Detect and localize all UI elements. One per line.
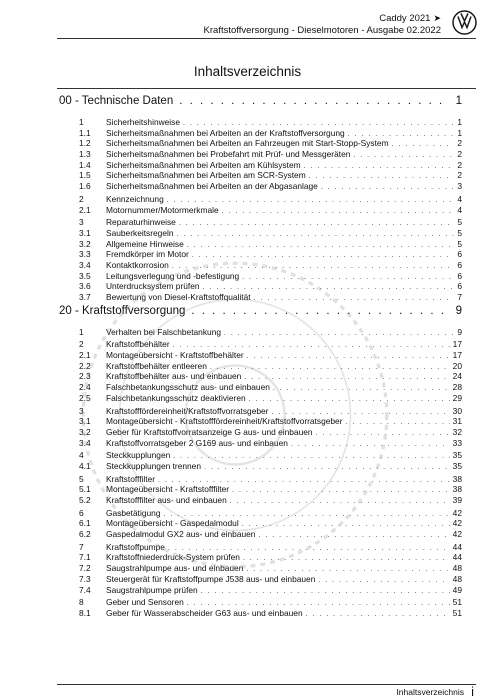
entry-number: 2.1	[79, 350, 91, 361]
entry-page: 20	[452, 360, 462, 371]
toc-entry[interactable]	[59, 160, 462, 171]
toc-entry[interactable]	[59, 249, 462, 260]
entry-number: 7.2	[79, 563, 91, 574]
section-title: Verhalten bei Falschbetankung	[106, 326, 222, 337]
toc-section[interactable]	[59, 474, 462, 485]
section-page: 1	[457, 117, 462, 127]
entry-title: Kontaktkorrosion	[106, 259, 169, 270]
toc-entry[interactable]	[59, 574, 462, 585]
entry-page: 2	[457, 159, 462, 170]
toc-entry[interactable]	[59, 427, 462, 438]
entry-number: 3.1	[79, 416, 91, 427]
toc-section[interactable]	[59, 117, 462, 128]
section-number: 1	[79, 117, 84, 127]
dot-leader	[249, 395, 450, 406]
entry-page: 5	[457, 238, 462, 249]
entry-number: 6.1	[79, 518, 91, 529]
section-page: 44	[452, 541, 462, 552]
section-number: 2	[79, 339, 84, 350]
entry-title: Saugstrahlpumpe prüfen	[106, 584, 198, 595]
entry-number: 3.7	[79, 292, 91, 302]
dot-leader	[392, 140, 455, 151]
entry-number: 7.3	[79, 573, 91, 584]
entry-number: 3.6	[79, 281, 91, 292]
section-number: 1	[79, 326, 84, 337]
entry-number: 1.1	[79, 127, 91, 138]
entry-number: 8.1	[79, 607, 91, 618]
section-number: 2	[79, 193, 84, 204]
toc-entry[interactable]	[59, 281, 462, 292]
section-page: 5	[457, 217, 462, 228]
chapter-page: 1	[455, 95, 462, 107]
dot-leader	[304, 162, 455, 173]
entry-number: 2.2	[79, 360, 91, 371]
entry-title: Falschbetankungsschutz aus- und einbauen	[106, 382, 270, 393]
section-title: Reparaturhinweise	[106, 217, 176, 228]
arrow-right-icon: ➤	[433, 13, 441, 23]
dot-leader	[254, 294, 455, 305]
entry-page: 2	[457, 170, 462, 181]
entry-number: 4.1	[79, 460, 91, 471]
entry-page: 4	[457, 204, 462, 215]
entry-number: 7.1	[79, 552, 91, 563]
toc-section[interactable]	[59, 327, 462, 338]
entry-page: 6	[457, 281, 462, 292]
entry-title: Fremdkörper im Motor	[106, 249, 189, 260]
section-number: 7	[79, 541, 84, 552]
entry-number: 3.3	[79, 249, 91, 260]
entry-title: Motornummer/Motormerkmale	[106, 204, 219, 215]
entry-page: 32	[452, 426, 462, 437]
dot-leader	[201, 587, 450, 598]
dot-leader	[353, 151, 454, 162]
footer-divider	[57, 684, 476, 685]
entry-title: Montageübersicht - Gaspedalmodul	[106, 518, 239, 529]
entry-title: Montageübersicht - Kraftstofffilter	[106, 484, 230, 495]
entry-page: 51	[452, 607, 462, 618]
entry-title: Kraftstofffilter aus- und einbauen	[106, 495, 227, 505]
section-number: 6	[79, 507, 84, 518]
entry-page: 2	[457, 149, 462, 160]
toc-entry[interactable]	[59, 292, 462, 303]
dot-leader	[316, 429, 450, 440]
entry-title: Falschbetankungsschutz deaktivieren	[106, 392, 246, 403]
entry-title: Kraftstoffniederdruck-System prüfen	[106, 552, 240, 563]
entry-number: 1.4	[79, 159, 91, 170]
entry-page: 39	[452, 495, 462, 505]
entry-number: 2.4	[79, 382, 91, 393]
dot-leader	[258, 531, 449, 542]
dot-leader	[243, 554, 450, 565]
entry-title: Geber für Kraftstoffvorratsanzeige G aus- und einbauen	[106, 426, 313, 437]
entry-page: 28	[452, 382, 462, 393]
page-title: Inhaltsverzeichnis	[193, 64, 302, 79]
section-number: 3	[79, 217, 84, 228]
entry-number: 1.3	[79, 149, 91, 160]
entry-page: 38	[452, 484, 462, 495]
toc-entry[interactable]	[59, 416, 462, 427]
entry-number: 3.4	[79, 437, 91, 448]
toc-chapter[interactable]	[59, 305, 462, 325]
entry-title: Saugstrahlpumpe aus- und einbauen	[106, 563, 244, 574]
entry-title: Bewertung von Diesel-Kraftstoffqualität	[106, 292, 251, 302]
entry-page: 33	[452, 437, 462, 448]
entry-page: 48	[452, 563, 462, 574]
entry-title: Kraftstoffvorratsgeber 2 G169 aus- und einbauen	[106, 437, 288, 448]
entry-page: 44	[452, 552, 462, 563]
header-divider	[57, 38, 476, 39]
toc-entry[interactable]	[59, 149, 462, 160]
entry-page: 1	[457, 127, 462, 138]
entry-title: Montageübersicht - Kraftstoffbehälter	[106, 350, 244, 361]
section-title: Kraftstoffpumpe	[106, 541, 165, 552]
dot-leader	[173, 452, 449, 463]
dot-leader	[179, 95, 449, 107]
section-page: 35	[452, 450, 462, 461]
entry-number: 2.5	[79, 392, 91, 403]
entry-number: 3.5	[79, 270, 91, 281]
entry-title: Sauberkeitsregeln	[106, 227, 174, 238]
entry-title: Allgemeine Hinweise	[106, 238, 184, 249]
dot-leader	[273, 384, 450, 395]
header-subtitle: Kraftstoffversorgung - Dieselmotoren - Ausgabe 02.2022	[203, 25, 441, 36]
dot-leader	[192, 251, 454, 262]
toc-entry[interactable]	[59, 393, 462, 404]
toc-section[interactable]	[59, 597, 462, 608]
dot-leader	[244, 373, 449, 384]
toc-entry[interactable]	[59, 382, 462, 393]
dot-leader	[242, 520, 450, 531]
dot-leader	[230, 497, 450, 508]
toc-entry[interactable]	[59, 128, 462, 139]
dot-leader	[346, 418, 450, 429]
entry-title: Sicherheitsmaßnahmen bei Arbeiten an der Abgasanlage	[106, 181, 318, 192]
entry-title: Sicherheitsmaßnahmen bei Probefahrt mit Prüf- und Messgeräten	[106, 149, 351, 160]
section-page: 17	[452, 339, 462, 350]
toc-entry[interactable]	[59, 260, 462, 271]
section-page: 4	[457, 193, 462, 204]
section-title: Steckkupplungen	[106, 450, 171, 461]
toc-entry[interactable]	[59, 271, 462, 282]
section-number: 8	[79, 597, 84, 608]
entry-number: 3.2	[79, 426, 91, 437]
toc-entry[interactable]	[59, 518, 462, 529]
dot-leader	[191, 305, 449, 317]
dot-leader	[247, 352, 450, 363]
toc-section[interactable]	[59, 542, 462, 553]
entry-page: 5	[457, 227, 462, 238]
toc-entry[interactable]	[59, 228, 462, 239]
section-title: Sicherheitshinweise	[106, 117, 181, 127]
section-title: Gasbetätigung	[106, 507, 161, 518]
section-title: Kraftstofffilter	[106, 473, 156, 484]
entry-page: 6	[457, 259, 462, 270]
dot-leader	[321, 183, 454, 194]
section-page: 42	[452, 507, 462, 518]
toc-entry[interactable]	[59, 181, 462, 192]
toc-section[interactable]	[59, 450, 462, 461]
entry-page: 42	[452, 518, 462, 529]
dot-leader	[210, 363, 450, 374]
entry-page: 7	[457, 292, 462, 302]
table-of-contents	[59, 95, 462, 619]
toc-entry[interactable]	[59, 529, 462, 540]
entry-page: 24	[452, 371, 462, 382]
dot-leader	[222, 207, 455, 218]
entry-number: 2.3	[79, 371, 91, 382]
footer-label: Inhaltsverzeichnis	[396, 687, 464, 697]
entry-page: 49	[452, 584, 462, 595]
entry-title: Sicherheitsmaßnahmen bei Arbeiten am SCR-System	[106, 170, 306, 181]
chapter-page: 9	[455, 304, 462, 317]
entry-number: 6.2	[79, 529, 91, 540]
entry-page: 6	[457, 249, 462, 260]
entry-title: Kraftstoffbehälter aus- und einbauen	[106, 371, 242, 382]
entry-title: Steuergerät für Kraftstoffpumpe J538 aus- und einbauen	[106, 573, 316, 584]
toc-entry[interactable]	[59, 608, 462, 619]
dot-leader	[204, 463, 450, 474]
dot-leader	[306, 610, 450, 621]
entry-page: 3	[457, 181, 462, 192]
dot-leader	[318, 576, 449, 587]
chapter-title: 20 - Kraftstoffversorgung	[59, 304, 186, 317]
toc-entry[interactable]	[59, 552, 462, 563]
toc-section[interactable]	[59, 194, 462, 205]
entry-title: Leitungsverlegung und -befestigung	[106, 270, 240, 281]
entry-page: 2	[457, 138, 462, 149]
entry-title: Montageübersicht - Kraftstofffördereinheit/Kraftstoffvorratsgeber	[106, 416, 343, 427]
section-number: 5	[79, 473, 84, 484]
chapter-title: 00 - Technische Daten	[59, 95, 174, 107]
entry-page: 31	[452, 416, 462, 427]
toc-entry[interactable]	[59, 371, 462, 382]
entry-number: 3.2	[79, 238, 91, 249]
section-number: 4	[79, 450, 84, 461]
entry-number: 5.2	[79, 495, 91, 505]
entry-number: 5.1	[79, 484, 91, 495]
entry-title: Unterdrucksystem prüfen	[106, 281, 200, 292]
entry-page: 42	[452, 529, 462, 540]
header-model-text: Caddy 2021	[379, 13, 431, 24]
entry-page: 6	[457, 270, 462, 281]
entry-title: Steckkupplungen trennen	[106, 460, 201, 471]
entry-title: Kraftstoffbehälter entleeren	[106, 360, 207, 371]
dot-leader	[232, 486, 450, 497]
toc-entry[interactable]	[59, 438, 462, 449]
entry-page: 17	[452, 350, 462, 361]
toc-entry[interactable]	[59, 239, 462, 250]
section-page: 30	[452, 405, 462, 416]
entry-number: 1.2	[79, 138, 91, 149]
brand-logo-icon	[452, 10, 477, 35]
section-title: Kraftstoffbehälter	[106, 339, 170, 350]
dot-leader	[177, 230, 455, 241]
entry-number: 1.5	[79, 170, 91, 181]
header-model	[379, 13, 441, 24]
toc-entry[interactable]	[59, 170, 462, 181]
dot-leader	[187, 241, 455, 252]
dot-leader	[291, 440, 450, 451]
dot-leader	[309, 172, 455, 183]
toc-entry[interactable]	[59, 461, 462, 472]
dot-leader	[242, 273, 454, 284]
toc-entry[interactable]	[59, 484, 462, 495]
toc-entry[interactable]	[59, 361, 462, 372]
entry-number: 7.4	[79, 584, 91, 595]
section-title: Kennzeichnung	[106, 193, 164, 204]
toc-entry[interactable]	[59, 585, 462, 596]
dot-leader	[224, 329, 454, 340]
toc-section[interactable]	[59, 339, 462, 350]
section-number: 3	[79, 405, 84, 416]
entry-title: Sicherheitsmaßnahmen bei Arbeiten an Fahrzeugen mit Start-Stopp-System	[106, 138, 389, 149]
toc-section[interactable]	[59, 217, 462, 228]
entry-page: 48	[452, 573, 462, 584]
toc-chapter[interactable]	[59, 95, 462, 115]
section-page: 38	[452, 473, 462, 484]
section-page: 51	[452, 597, 462, 608]
entry-title: Gaspedalmodul GX2 aus- und einbauen	[106, 529, 256, 540]
toc-section[interactable]	[59, 508, 462, 519]
toc-entry[interactable]	[59, 138, 462, 149]
entry-title: Sicherheitsmaßnahmen bei Arbeiten am Kühlsystem	[106, 159, 301, 170]
toc-section[interactable]	[59, 406, 462, 417]
dot-leader	[179, 219, 454, 230]
section-page: 9	[457, 326, 462, 337]
section-title: Kraftstofffördereinheit/Kraftstoffvorratsgeber	[106, 405, 269, 416]
toc-entry[interactable]	[59, 563, 462, 574]
entry-title: Geber für Wasserabscheider G63 aus- und einbauen	[106, 607, 303, 618]
entry-number: 3.4	[79, 259, 91, 270]
toc-entry[interactable]	[59, 350, 462, 361]
entry-title: Sicherheitsmaßnahmen bei Arbeiten an der Kraftstoffversorgung	[106, 127, 345, 138]
section-title: Geber und Sensoren	[106, 597, 184, 608]
footer-page-number: i	[471, 684, 474, 699]
entry-number: 2.1	[79, 204, 91, 215]
entry-page: 35	[452, 460, 462, 471]
toc-entry[interactable]	[59, 205, 462, 216]
entry-page: 29	[452, 392, 462, 403]
entry-number: 3.1	[79, 227, 91, 238]
title-divider	[57, 88, 476, 89]
toc-entry[interactable]	[59, 495, 462, 506]
entry-number: 1.6	[79, 181, 91, 192]
